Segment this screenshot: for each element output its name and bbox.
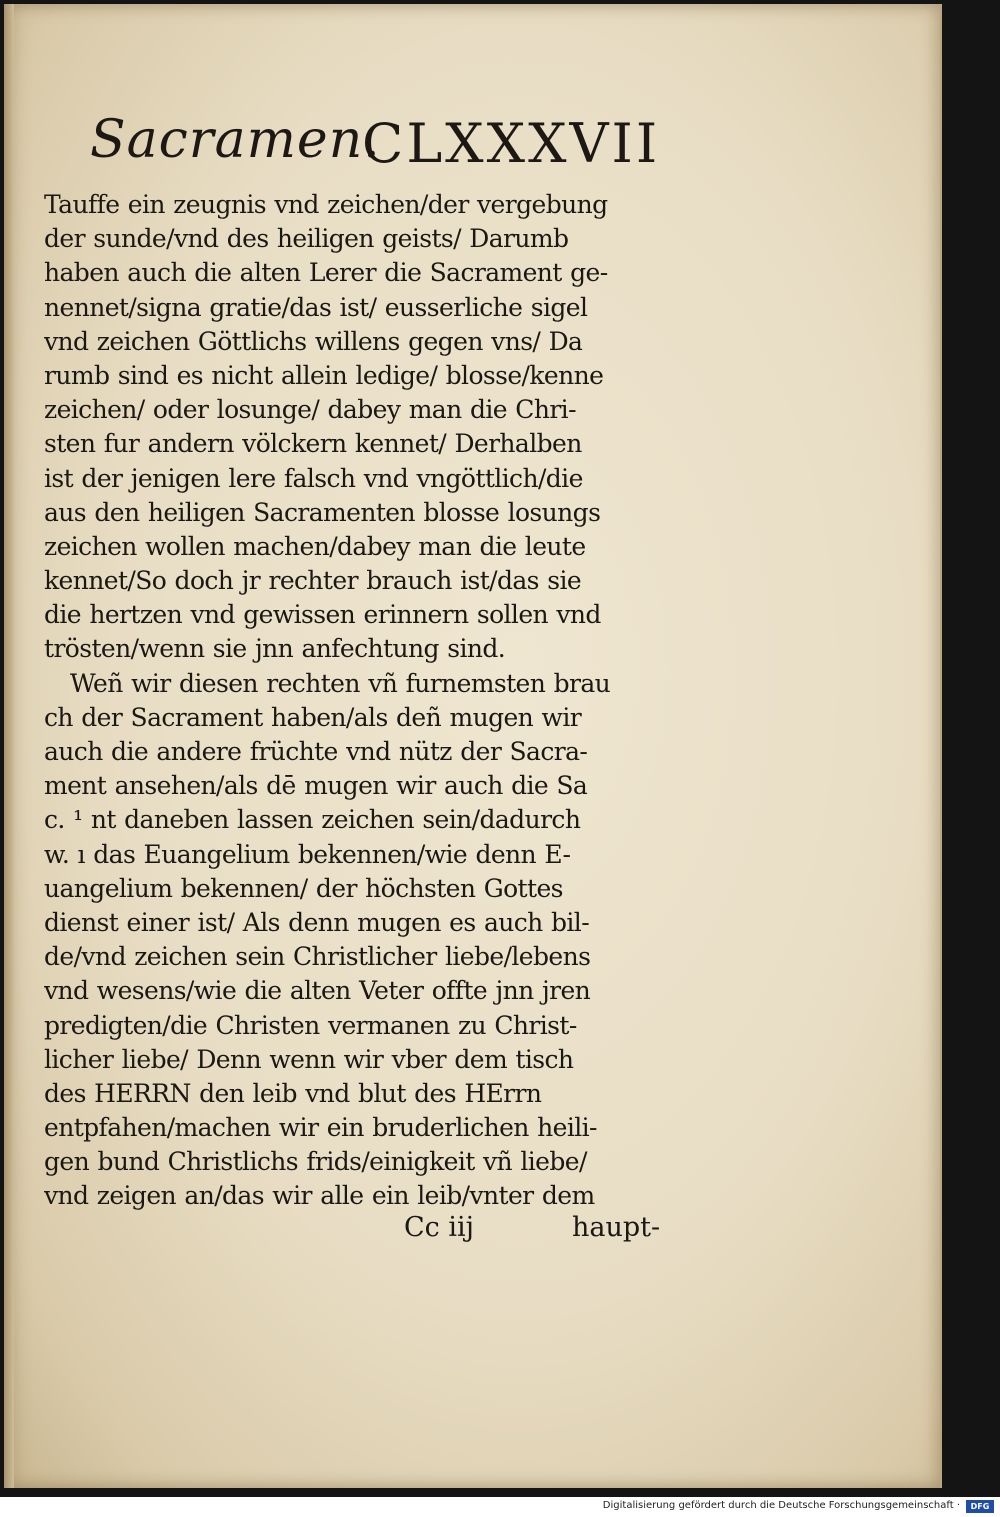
signature-mark: Cc iij <box>404 1212 475 1243</box>
body-text <box>44 188 680 1214</box>
text-line: zeichen/ oder losunge/ dabey man die Chri- <box>44 395 576 425</box>
text-line: nennet/signa gratie/das ist/ eusserliche sigel <box>44 292 588 322</box>
text-line: de/vnd zeichen sein Christlicher liebe/lebens <box>44 942 591 972</box>
page-header <box>90 110 690 180</box>
catchword: haupt- <box>572 1212 661 1243</box>
credit-bar <box>0 1497 1000 1517</box>
text-line: Tauffe ein zeugnis vnd zeichen/der vergebung <box>44 190 608 219</box>
text-line: zeichen wollen machen/dabey man die leute <box>44 531 586 561</box>
dfg-logo-icon: DFG <box>966 1500 994 1513</box>
page-footer <box>404 1212 674 1252</box>
text-line: predigten/die Christen vermanen zu Christ- <box>44 1010 577 1040</box>
text-line: ment ansehen/als dē mugen wir auch die Sa <box>44 771 588 801</box>
page-gutter-edge <box>4 4 14 1488</box>
text-line: vnd wesens/wie die alten Veter offte jnn jren <box>44 976 591 1006</box>
text-line: licher liebe/ Denn wenn wir vber dem tisch <box>44 1044 574 1074</box>
text-line: haben auch die alten Lerer die Sacrament ge- <box>44 258 608 288</box>
text-line: c. ¹ nt daneben lassen zeichen sein/dadurch <box>44 805 581 835</box>
book-page <box>4 4 942 1488</box>
text-line: rumb sind es nicht allein ledige/ blosse/kenne <box>44 360 604 390</box>
text-line: Weñ wir diesen rechten vñ furnemsten brau <box>70 668 611 698</box>
text-line: kennet/So doch jr rechter brauch ist/das sie <box>44 566 582 596</box>
text-line: w. ı das Euangelium bekennen/wie denn E- <box>44 839 571 869</box>
text-line: uangelium bekennen/ der höchsten Gottes <box>44 873 563 903</box>
text-line: sten fur andern völckern kennet/ Derhalben <box>44 429 582 459</box>
text-line: auch die andere früchte vnd nütz der Sacra- <box>44 737 588 766</box>
text-line: die hertzen vnd gewissen erinnern sollen vnd <box>44 600 601 630</box>
text-line: des HERRN den leib vnd blut des HErrn <box>44 1078 542 1108</box>
text-line: aus den heiligen Sacramenten blosse losungs <box>44 497 601 527</box>
running-title: Sacramen. <box>90 110 381 170</box>
text-line: vnd zeichen Göttlichs willens gegen vns/ Da <box>44 326 583 356</box>
folio-number: CLXXXVII <box>362 112 661 175</box>
text-line: gen bund Christlichs frids/einigkeit vñ liebe/ <box>44 1147 587 1177</box>
credit-text: Digitalisierung gefördert durch die Deutsche Forschungsgemeinschaft · <box>602 1500 960 1511</box>
text-line: ch der Sacrament haben/als deñ mugen wir <box>44 702 582 732</box>
text-line: der sunde/vnd des heiligen geists/ Darumb <box>44 224 569 254</box>
text-line: entpfahen/machen wir ein bruderlichen heili- <box>44 1113 597 1143</box>
text-line: vnd zeigen an/das wir alle ein leib/vnter dem <box>44 1181 595 1211</box>
text-line: trösten/wenn sie jnn anfechtung sind. <box>44 634 506 664</box>
text-line: dienst einer ist/ Als denn mugen es auch bil- <box>44 907 590 937</box>
text-line: ist der jenigen lere falsch vnd vngöttlich/die <box>44 463 583 493</box>
